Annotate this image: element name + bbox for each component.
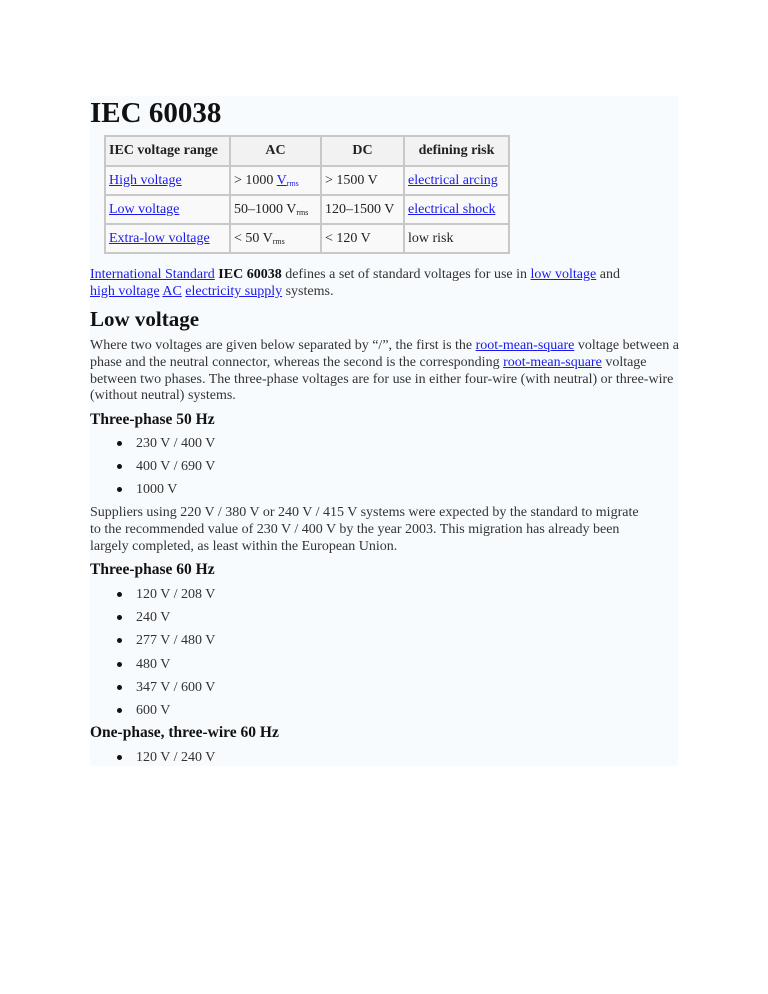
list-one-phase-60 [90, 750, 680, 773]
header-ac: AC [230, 136, 321, 166]
list-three-phase-60 [90, 587, 680, 726]
rms-link[interactable]: root-mean-square [503, 354, 602, 370]
list-item: 230 V / 400 V [90, 436, 680, 459]
migration-paragraph: Suppliers using 220 V / 380 V or 240 V / 415 V systems were expected by the standard to migrate to the recommended value of 230 V / 400 V by the year 2003. This migration has already been largely completed, as least within the European Union. [90, 505, 639, 554]
low-voltage-link[interactable]: Low voltage [109, 201, 180, 217]
table-row [105, 166, 509, 195]
table-header-row [105, 136, 509, 166]
high-voltage-link[interactable]: high voltage [90, 283, 160, 299]
list-item: 347 V / 600 V [90, 680, 680, 703]
risk-cell: low risk [404, 224, 509, 253]
voltage-table [104, 135, 510, 254]
international-standard-link[interactable]: International Standard [90, 267, 215, 282]
list-item: 120 V / 240 V [90, 750, 680, 773]
rms-link[interactable]: root-mean-square [475, 338, 575, 353]
list-item: 120 V / 208 V [90, 587, 680, 610]
page-title: IEC 60038 [90, 97, 222, 129]
vrms-link[interactable]: $V_{rms}$ [276, 172, 299, 188]
table-row [105, 224, 509, 253]
dc-cell: < 120 V [321, 224, 404, 253]
list-item: 277 V / 480 V [90, 633, 680, 656]
electrical-shock-link[interactable]: electrical shock [408, 201, 496, 217]
list-item: 1000 V [90, 482, 680, 505]
list-item: 240 V [90, 610, 680, 633]
table-row [105, 195, 509, 224]
header-dc: DC [321, 136, 404, 166]
ac-link[interactable]: AC [162, 283, 182, 299]
subheading-one-phase-60: One-phase, three-wire 60 Hz [90, 724, 279, 741]
list-item: 480 V [90, 657, 680, 680]
dc-cell: > 1500 V [321, 166, 404, 195]
electrical-arcing-link[interactable]: electrical arcing [408, 172, 498, 188]
ac-cell: > 1000 $V_{rms}$ [230, 166, 321, 195]
header-risk: defining risk [404, 136, 509, 166]
list-item: 400 V / 690 V [90, 459, 680, 482]
dc-cell: 120–1500 V [321, 195, 404, 224]
ac-cell: 50–1000 $V_{rms}$ [230, 195, 321, 224]
ac-cell: < 50 $V_{rms}$ [230, 224, 321, 253]
intro-paragraph: International Standard IEC 60038 defines a set of standard voltages for use in low voltage and high voltage AC electricity supply systems. [90, 267, 620, 299]
high-voltage-link[interactable]: High voltage [109, 172, 182, 188]
extra-low-voltage-link[interactable]: Extra-low voltage [109, 230, 210, 246]
subheading-three-phase-50: Three-phase 50 Hz [90, 411, 215, 428]
list-three-phase-50 [90, 436, 680, 506]
subheading-three-phase-60: Three-phase 60 Hz [90, 561, 215, 578]
low-voltage-link[interactable]: low voltage [530, 267, 597, 282]
list-item: 600 V [90, 703, 680, 726]
electricity-supply-link[interactable]: electricity supply [185, 283, 283, 299]
section-heading-low-voltage: Low voltage [90, 307, 200, 331]
header-range: IEC voltage range [105, 136, 230, 166]
low-voltage-paragraph: Where two voltages are given below separated by “/”, the first is the root-mean-square voltage between a phase and the neutral connector, whereas the second is the corresponding root-mean-square voltage between two phases. The three-phase voltages are for use in either four-wire (with neutral) or three-wire (without neutral) systems. [90, 338, 679, 404]
